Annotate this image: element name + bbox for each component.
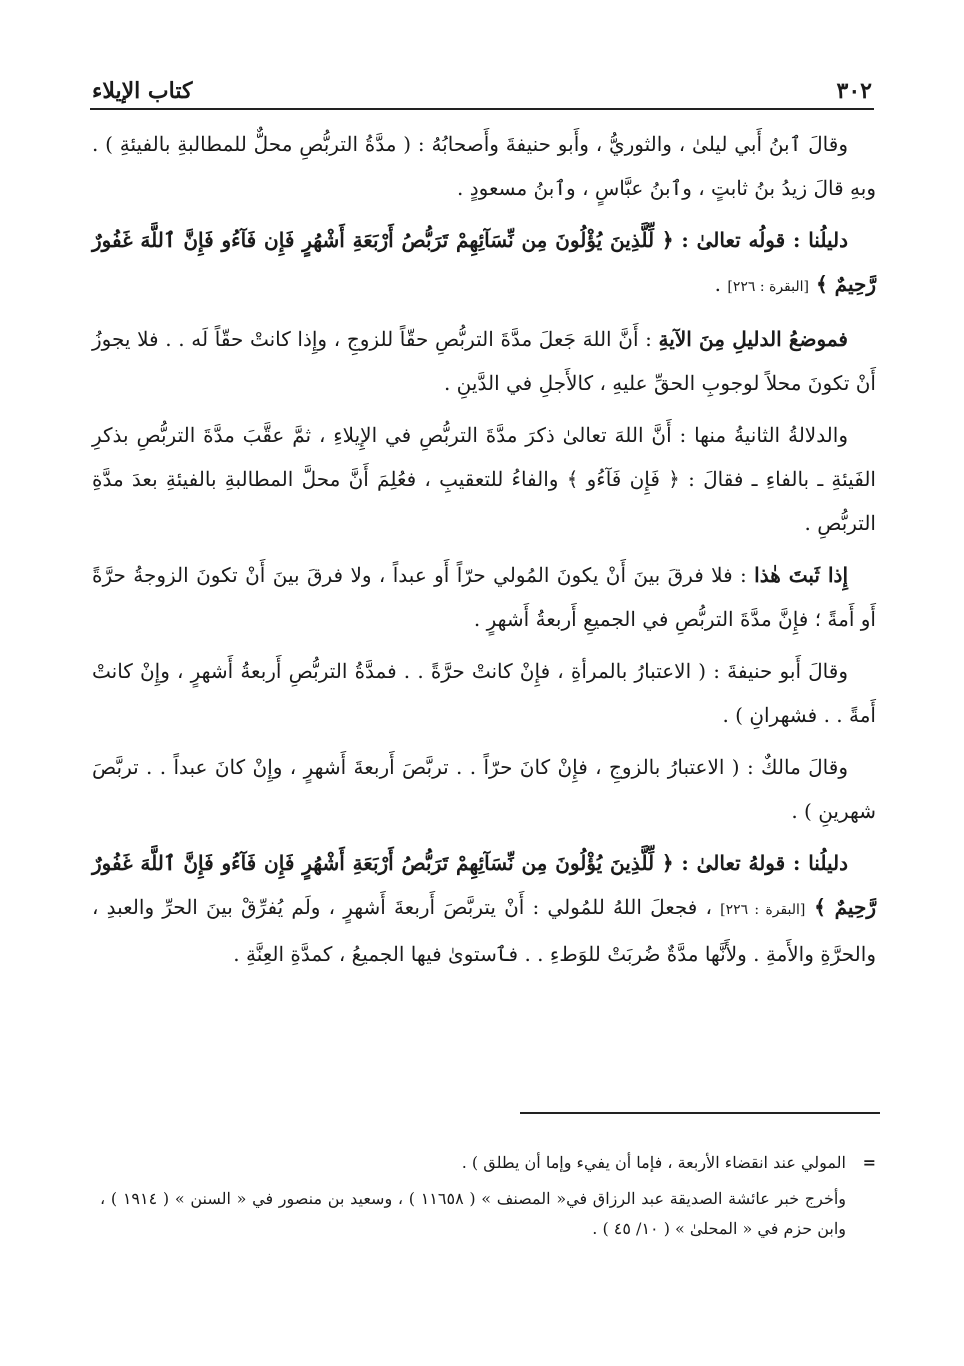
page-number: ٣٠٢ bbox=[836, 78, 872, 104]
footnote-marker: = bbox=[862, 1153, 876, 1172]
footnote bbox=[100, 1184, 876, 1244]
footnote bbox=[100, 1148, 876, 1178]
paragraph bbox=[92, 649, 876, 737]
paragraph-lead: إِذا ثَبتَ هٰذا bbox=[754, 563, 849, 587]
paragraph-text: وقالَ أَبو حنيفةَ : ( الاعتبارُ بالمرأةِ ، فإِنْ كانتْ حرَّةً . . فمدَّةُ التربُّصِ أَربعةُ أَشهرٍ ، وإِنْ كانتْ أَمةً . . فشهرانِ ) . bbox=[92, 659, 876, 727]
paragraph bbox=[92, 413, 876, 545]
quran-verse: : قولُه تعالىٰ : ﴿ لِّلَّذِينَ يُؤْلُونَ مِن نِّسَآئِهِمْ تَرَبُّصُ أَرْبَعَةِ أَشْهُرٍ فَإِن فَآءُو فَإِنَّ ٱللَّهَ غَفُورٌ رَّحِيمٌ ﴾ bbox=[92, 228, 876, 296]
paragraph bbox=[92, 218, 876, 309]
paragraph-text: وقالَ ٱبنُ أَبي ليلىٰ ، والثوريُّ ، وأَبو حنيفةَ وأَصحابُهُ : ( مدَّةُ التربُّصِ محلٌّ للمطالبةِ بالفيئةِ ) . وبهِ قالَ زيدُ بنُ ثابتٍ ، وٱبنُ عبَّاسٍ ، وٱبنُ مسعودٍ . bbox=[92, 132, 876, 200]
paragraph bbox=[92, 553, 876, 641]
paragraph-tail: ، فجعلَ اللهُ للمُولي : أَنْ يتربَّصَ أَربعةَ أَشهرٍ ، ولَم يُفرِّقْ بينَ الحرِّ والعبدِ ، والحرَّةِ والأَمةِ . ولأَنَّها مدَّةٌ ضُربَتْ للوَطءِ . . فٱستوىٰ فيها الجميعُ ، كمدَّةِ العِنَّةِ . bbox=[92, 895, 876, 966]
paragraph bbox=[92, 745, 876, 833]
paragraph bbox=[92, 317, 876, 405]
paragraph bbox=[92, 122, 876, 210]
main-text bbox=[92, 122, 876, 984]
paragraph-lead: دليلُنا bbox=[808, 228, 848, 252]
quran-verse: : قولهُ تعالىٰ : ﴿ لِّلَّذِينَ يُؤْلُونَ مِن نِّسَآئِهِمْ تَرَبُّصُ أَرْبَعَةِ أَشْهُرٍ فَإِن فَآءُو فَإِنَّ ٱللَّهَ غَفُورٌ رَّحِيمٌ ﴾ bbox=[92, 851, 876, 919]
paragraph-text: : فلا فرقَ بينَ أَنْ يكونَ المُولي حرّاً أَو عبداً ، ولا فرقَ بينَ أَنْ تكونَ الزوجةُ حرَّةً أَو أَمةً ؛ فإِنَّ مدَّةَ التربُّصِ في الجميعِ أَربعةُ أَشهرٍ . bbox=[92, 563, 876, 631]
footnote-rule bbox=[520, 1112, 880, 1114]
footnote-text: المولي عند انقضاء الأربعة ، فإما أن يفيء وإما أن يطلق ) . bbox=[461, 1153, 846, 1172]
paragraph-text: : أَنَّ اللهَ جَعلَ مدَّةَ التربُّصِ حقّاً للزوجِ ، وإِذا كانتْ حقّاً لَه . . فلا يجوزُ أَنْ تكونَ محلاً لوجوبِ الحقِّ عليهِ ، كالأَجلِ في الدَّينِ . bbox=[92, 327, 876, 395]
header-rule bbox=[90, 108, 874, 110]
paragraph-text: وقالَ مالكٌ : ( الاعتبارُ بالزوجِ ، فإِنْ كانَ حرّاً . . تربَّصَ أَربعةَ أَشهرٍ ، وإِنْ كانَ عبداً . . تربَّصَ شهرينِ ) . bbox=[92, 755, 876, 823]
paragraph-text: والدلالةُ الثانيةُ منها : أَنَّ اللهَ تعالىٰ ذكرَ مدَّةَ التربُّصِ في الإِيلاءِ ، ثمَّ عقَّبَ مدَّةَ التربُّصِ بذكرِ الفَيئةِ ـ بالفاءِ ـ فقالَ : ﴿ فَإِن فَآءُو ﴾ والفاءُ للتعقيبِ ، فعُلِمَ أَنَّ محلَّ المطالبةِ بالفيئةِ بعدَ مدَّةِ التربُّصِ . bbox=[92, 423, 876, 535]
page-header bbox=[92, 62, 872, 104]
paragraph-tail: . bbox=[714, 272, 728, 296]
verse-reference: [البقرة : ٢٢٦] bbox=[720, 902, 806, 918]
verse-reference: [البقرة : ٢٢٦] bbox=[727, 279, 809, 295]
paragraph bbox=[92, 841, 876, 976]
footnotes bbox=[100, 1148, 876, 1250]
chapter-title: كتاب الإيلاء bbox=[92, 78, 193, 104]
paragraph-lead: فموضعُ الدليلِ مِنَ الآيةِ bbox=[658, 327, 848, 351]
paragraph-lead: دليلُنا bbox=[808, 851, 848, 875]
footnote-text: وأخرج خبر عائشة الصديقة عبد الرزاق في« المصنف » ( ١١٦٥٨ ) ، وسعيد بن منصور في « السنن » ( ١٩١٤ ) ، وابن حزم في « المحلىٰ » ( ١٠/ ٤٥ ) . bbox=[100, 1189, 847, 1238]
